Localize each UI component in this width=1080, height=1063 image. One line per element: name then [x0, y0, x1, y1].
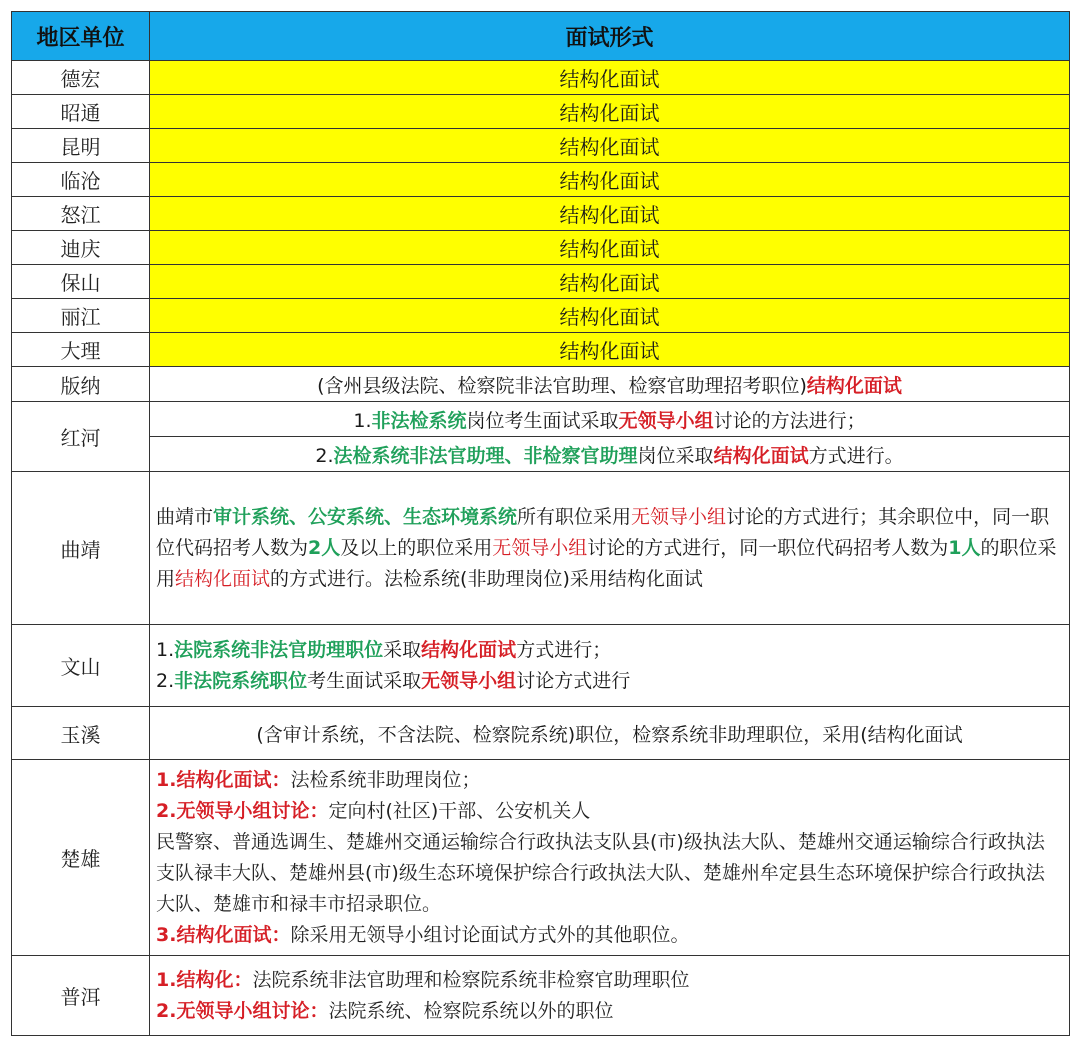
qujing-text: 的职位采用	[156, 536, 1057, 590]
chuxiong-form: 1.结构化面试：	[156, 768, 291, 791]
puer-form: 2.无领导小组讨论：	[156, 999, 329, 1022]
honghe-l2-scope: 法检系统非法官助理、非检察官助理	[333, 444, 638, 467]
chuxiong-line-1	[156, 765, 1063, 796]
form-cell: 结构化面试	[150, 95, 1070, 129]
table-row	[12, 231, 1070, 265]
table-row-qujing	[12, 472, 1070, 625]
form-cell: 结构化面试	[150, 231, 1070, 265]
region-cell: 红河	[12, 402, 150, 472]
wenshan-text: 讨论方式进行	[516, 669, 631, 692]
wenshan-num: 1.	[156, 638, 175, 661]
header-form: 面试形式	[150, 12, 1070, 61]
wenshan-text: 方式进行；	[516, 638, 612, 661]
table-row-honghe-2	[12, 437, 1070, 472]
form-cell	[150, 625, 1070, 707]
wenshan-text: 采取	[383, 638, 422, 661]
honghe-l2-num: 2.	[315, 444, 334, 467]
header-row	[12, 12, 1070, 61]
region-cell: 玉溪	[12, 707, 150, 760]
chuxiong-line-4	[156, 920, 1063, 951]
form-cell	[150, 402, 1070, 437]
region-cell: 怒江	[12, 197, 150, 231]
table-row-honghe	[12, 402, 1070, 437]
form-cell	[150, 956, 1070, 1036]
honghe-l2-form: 结构化面试	[713, 444, 809, 467]
form-cell: 结构化面试	[150, 129, 1070, 163]
region-cell: 保山	[12, 265, 150, 299]
puer-form: 1.结构化：	[156, 968, 253, 991]
chuxiong-form: 2.无领导小组讨论：	[156, 799, 329, 822]
wenshan-scope: 法院系统非法官助理职位	[174, 638, 384, 661]
chuxiong-line-2	[156, 796, 1063, 827]
wenshan-line-2	[156, 666, 1063, 697]
table-row	[12, 299, 1070, 333]
wenshan-form: 无领导小组	[421, 669, 517, 692]
chuxiong-line-3: 民警察、普通选调生、楚雄州交通运输综合行政执法支队县(市)级执法大队、楚雄州交通运输综合行政执法支队禄丰大队、楚雄州县(市)级生态环境保护综合行政执法大队、楚雄州牟定县生态环境保护综合行政执法大队、楚雄市和禄丰市招录职位。	[156, 830, 1045, 915]
table-row	[12, 163, 1070, 197]
region-cell: 普洱	[12, 956, 150, 1036]
honghe-l2-mid: 岗位采取	[637, 444, 714, 467]
table-row-chuxiong	[12, 760, 1070, 956]
chuxiong-text: 法检系统非助理岗位；	[290, 768, 481, 791]
table-row-yuxi	[12, 707, 1070, 760]
table-row	[12, 129, 1070, 163]
form-cell	[150, 472, 1070, 625]
form-cell: 结构化面试	[150, 333, 1070, 367]
form-cell: 结构化面试	[150, 299, 1070, 333]
form-cell	[150, 760, 1070, 956]
region-cell: 曲靖	[12, 472, 150, 625]
honghe-l1-mid: 岗位考生面试采取	[466, 409, 619, 432]
table-row	[12, 61, 1070, 95]
wenshan-form: 结构化面试	[421, 638, 517, 661]
puer-line-2	[156, 996, 1063, 1027]
qujing-form: 无领导小组	[631, 505, 727, 528]
region-cell: 迪庆	[12, 231, 150, 265]
region-cell: 昆明	[12, 129, 150, 163]
qujing-count: 2人	[308, 536, 341, 559]
puer-line-1	[156, 965, 1063, 996]
form-cell: 结构化面试	[150, 61, 1070, 95]
chuxiong-text: 定向村(社区)干部、公安机关人	[328, 799, 591, 822]
form-cell: (含审计系统，不含法院、检察院系统)职位，检察系统非助理职位，采用(结构化面试	[150, 707, 1070, 760]
region-cell: 大理	[12, 333, 150, 367]
wenshan-num: 2.	[156, 669, 175, 692]
qujing-form: 无领导小组	[492, 536, 588, 559]
qujing-count: 1人	[948, 536, 981, 559]
interview-form-table	[11, 11, 1070, 1036]
honghe-l1-end: 讨论的方法进行；	[713, 409, 866, 432]
region-cell: 临沧	[12, 163, 150, 197]
region-cell: 楚雄	[12, 760, 150, 956]
qujing-text: 所有职位采用	[517, 505, 632, 528]
header-region: 地区单位	[12, 12, 150, 61]
table-row-puer	[12, 956, 1070, 1036]
region-cell: 德宏	[12, 61, 150, 95]
table-row-wenshan	[12, 625, 1070, 707]
honghe-l2-end: 方式进行。	[808, 444, 904, 467]
region-cell: 版纳	[12, 367, 150, 402]
honghe-l1-scope: 非法检系统	[371, 409, 467, 432]
qujing-text: 讨论的方式进行，同一职位代码招考人数为	[587, 536, 949, 559]
qujing-text: 讨论的方式进行；其余职位中，同一职位代码招考人数为	[156, 505, 1050, 559]
chuxiong-form: 3.结构化面试：	[156, 923, 291, 946]
form-cell: 结构化面试	[150, 265, 1070, 299]
table-row-banna	[12, 367, 1070, 402]
region-cell: 丽江	[12, 299, 150, 333]
chuxiong-text: 除采用无领导小组讨论面试方式外的其他职位。	[290, 923, 690, 946]
form-cell	[150, 437, 1070, 472]
qujing-text: 及以上的职位采用	[340, 536, 493, 559]
table-row	[12, 265, 1070, 299]
qujing-form: 结构化面试	[175, 567, 271, 590]
region-cell: 昭通	[12, 95, 150, 129]
table-row	[12, 333, 1070, 367]
honghe-l1-form: 无领导小组	[618, 409, 714, 432]
form-cell: 结构化面试	[150, 197, 1070, 231]
honghe-l1-num: 1.	[353, 409, 372, 432]
table-row	[12, 95, 1070, 129]
wenshan-scope: 非法院系统职位	[174, 669, 308, 692]
qujing-text: 的方式进行。法检系统(非助理岗位)采用结构化面试	[270, 567, 703, 590]
table-row	[12, 197, 1070, 231]
puer-text: 法院系统非法官助理和检察院系统非检察官助理职位	[252, 968, 690, 991]
banna-scope: (含州县级法院、检察院非法官助理、检察官助理招考职位)	[317, 374, 807, 397]
wenshan-line-1	[156, 635, 1063, 666]
region-cell: 文山	[12, 625, 150, 707]
qujing-text: 曲靖市	[156, 505, 214, 528]
puer-text: 法院系统、检察院系统以外的职位	[328, 999, 614, 1022]
form-cell	[150, 367, 1070, 402]
qujing-scope: 审计系统、公安系统、生态环境系统	[213, 505, 518, 528]
form-cell: 结构化面试	[150, 163, 1070, 197]
banna-form: 结构化面试	[806, 374, 902, 397]
wenshan-text: 考生面试采取	[307, 669, 422, 692]
